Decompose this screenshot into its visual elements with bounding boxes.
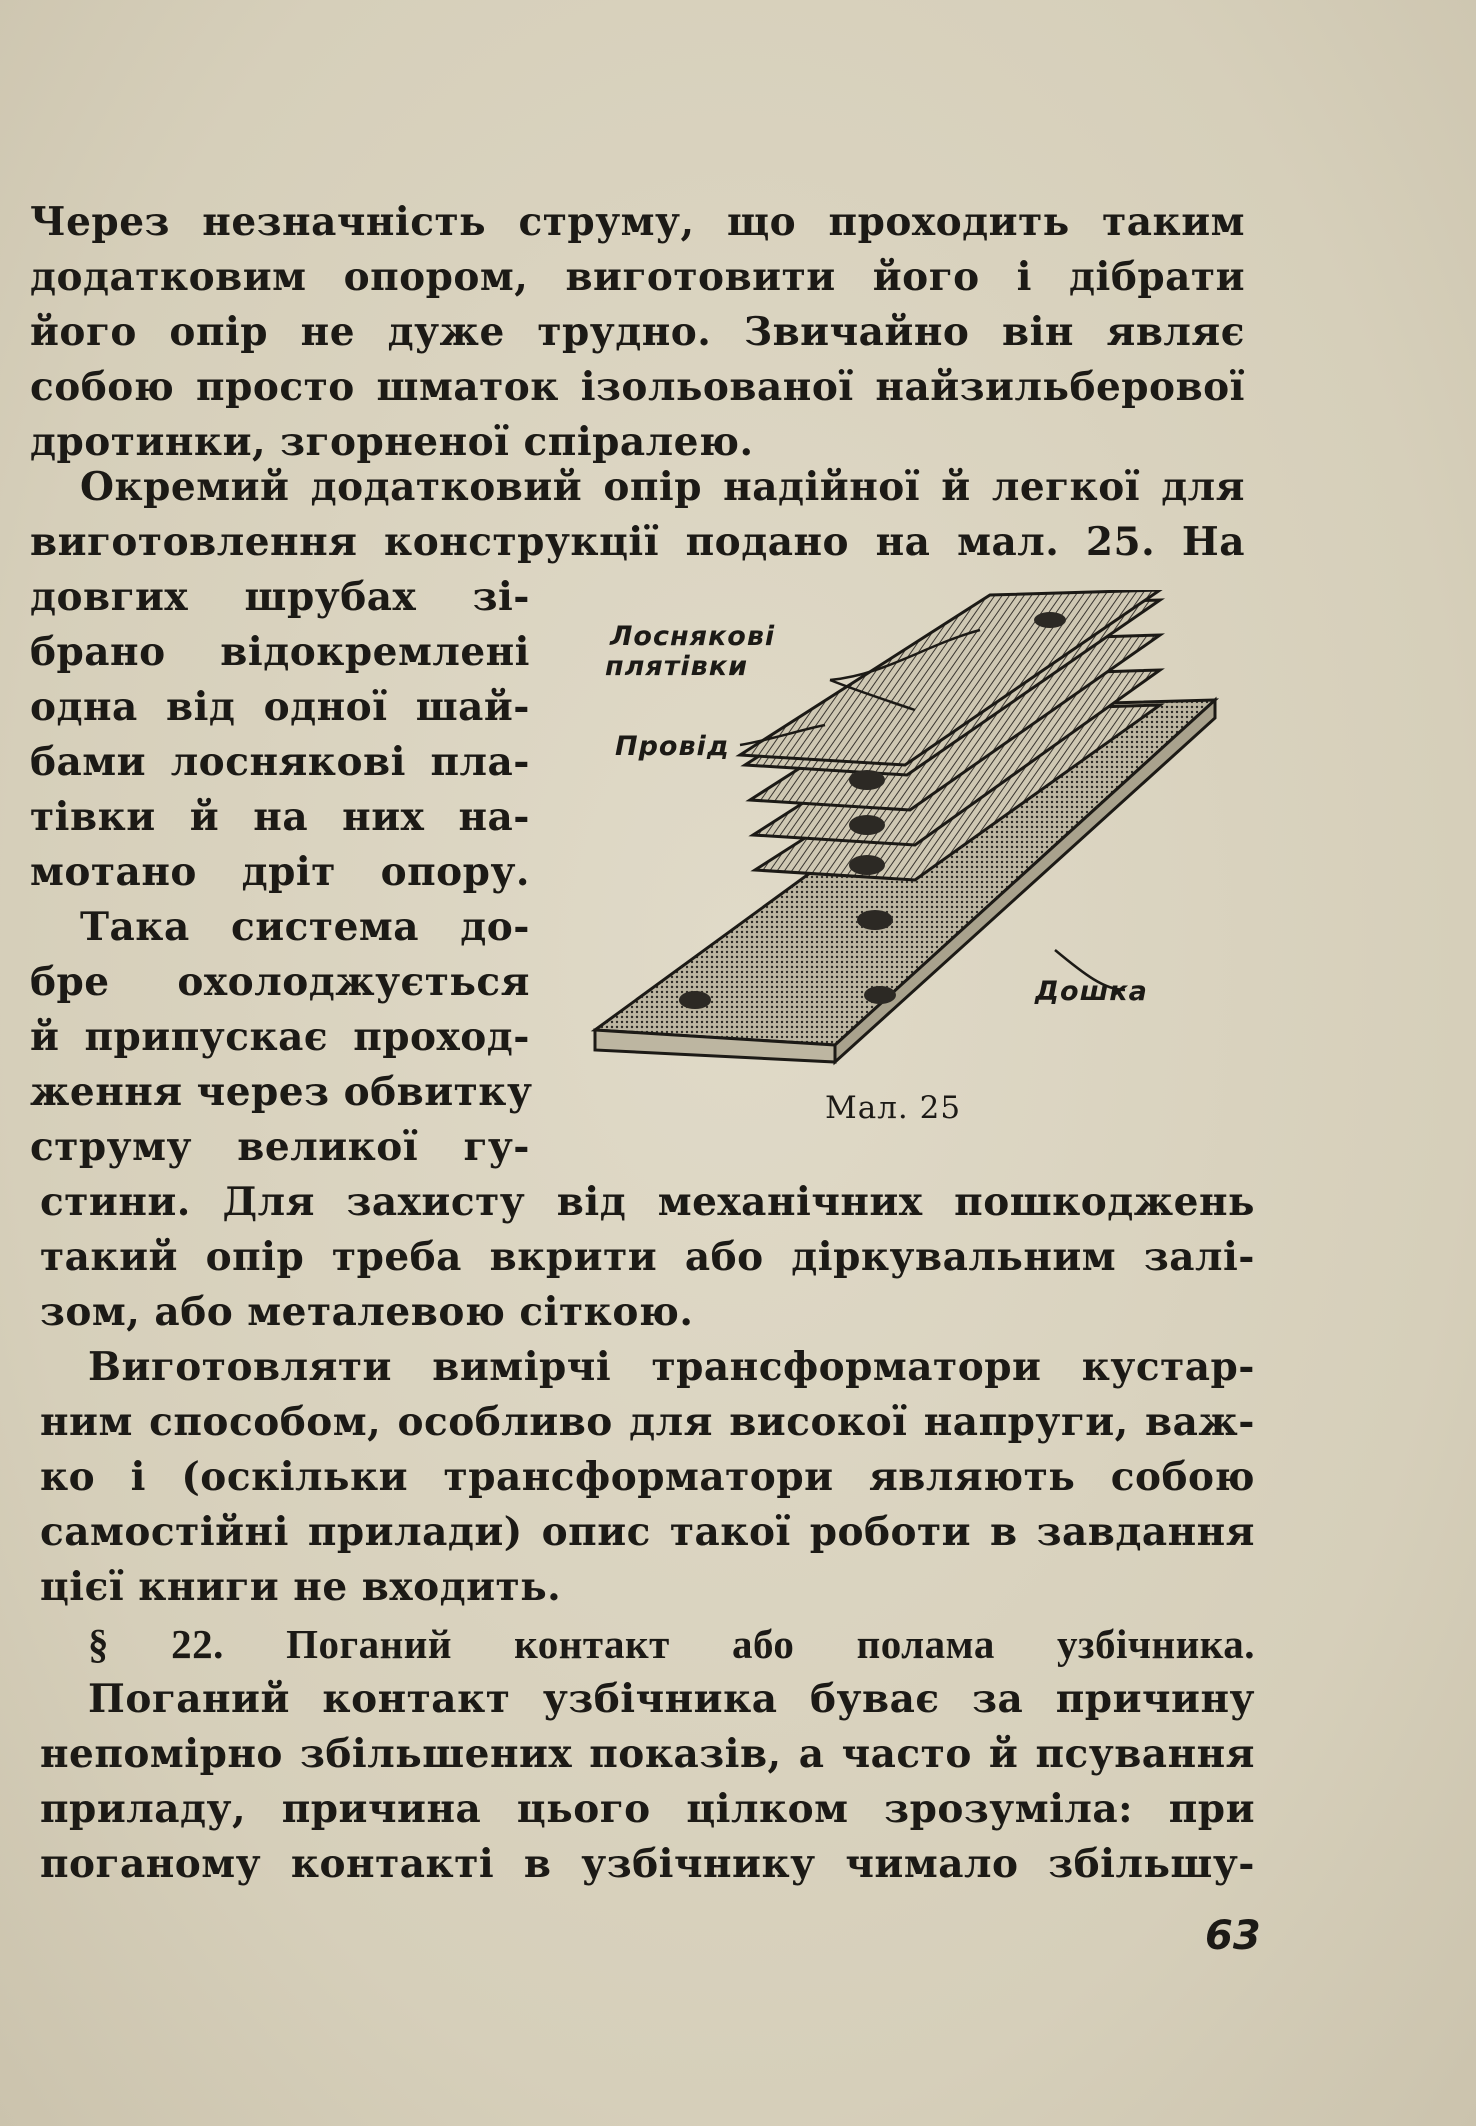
section-heading: § 22. Поганий контакт або полама узбічника. — [88, 1621, 1255, 1667]
text-line: ко і (оскільки трансформатори являють собою — [40, 1454, 1255, 1500]
label-wire: Провід — [615, 731, 730, 762]
label-plates-2: плятівки — [605, 651, 748, 682]
text-line: поганому контакті в узбічнику чимало збільшу- — [40, 1841, 1255, 1887]
text-line: такий опір треба вкрити або діркувальним залі- — [40, 1234, 1255, 1280]
text-line: собою просто шматок ізольованої найзильберової — [30, 364, 1245, 410]
text-line: довгих шрубах зі- — [30, 574, 530, 620]
text-line: тівки й на них на- — [30, 794, 530, 840]
text-line: Поганий контакт узбічника буває за причину — [88, 1676, 1255, 1722]
text-line: Через незначність струму, що проходить таким — [30, 199, 1245, 245]
text-line: стини. Для захисту від механічних пошкоджень — [40, 1179, 1255, 1225]
text-line: одна від одної шай- — [30, 684, 530, 730]
figure-caption: Мал. 25 — [825, 1090, 962, 1126]
text-line: виготовлення конструкції подано на мал. 25. На — [30, 519, 1245, 565]
text-line: й припускає проход- — [30, 1014, 530, 1060]
text-line: брано відокремлені — [30, 629, 530, 675]
text-line: непомірно збільшених показів, а часто й псування — [40, 1731, 1255, 1777]
page-number: 63 — [1205, 1913, 1261, 1959]
text-line: ним способом, особливо для високої напруги, важ- — [40, 1399, 1255, 1445]
text-line: Така система до- — [80, 904, 530, 950]
text-line: струму великої гу- — [30, 1124, 530, 1170]
text-line: самостійні прилади) опис такої роботи в завдання — [40, 1509, 1255, 1555]
text-line: дротинки, згорненої спіралею. — [30, 419, 754, 465]
text-line: Виготовляти вимірчі трансформатори кустар- — [88, 1344, 1255, 1390]
label-board: Дошка — [1035, 976, 1148, 1007]
text-line: зом, або металевою сіткою. — [40, 1289, 694, 1335]
label-plates-1: Лоснякові — [610, 621, 776, 652]
text-line: бами лоснякові пла- — [30, 739, 530, 785]
text-line: його опір не дуже трудно. Звичайно він являє — [30, 309, 1245, 355]
text-line: бре охолоджується — [30, 959, 530, 1005]
text-line: Окремий додатковий опір надійної й легкої для — [80, 464, 1245, 510]
text-line: приладу, причина цього цілком зрозуміла: при — [40, 1786, 1255, 1832]
text-line: ження через обвитку — [30, 1069, 533, 1115]
text-line: додатковим опором, виготовити його і дібрати — [30, 254, 1245, 300]
text-line: цієї книги не входить. — [40, 1564, 562, 1610]
resistor-illustration — [585, 590, 1250, 1090]
text-line: мотано дріт опору. — [30, 849, 530, 895]
